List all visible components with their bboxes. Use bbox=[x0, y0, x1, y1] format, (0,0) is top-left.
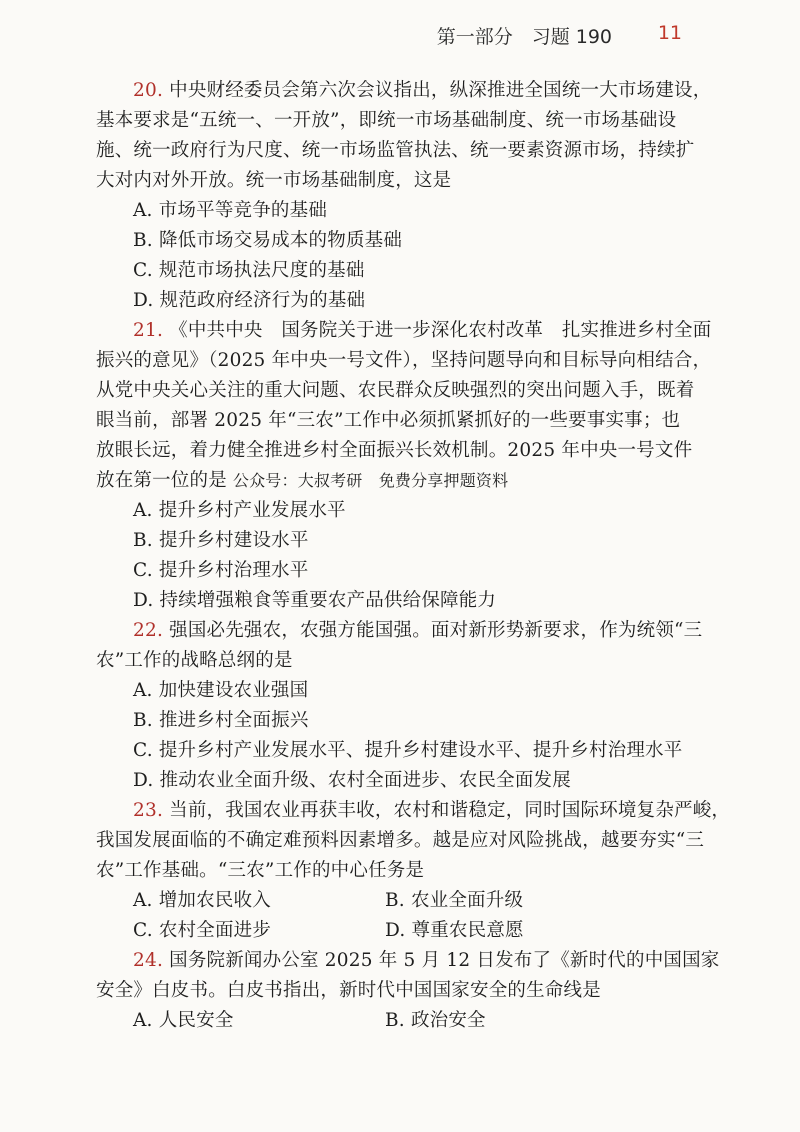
page-number: 11 bbox=[657, 22, 682, 44]
question-stem-line: 放在第一位的是 公众号：大叔考研 免费分享押题资料 bbox=[96, 470, 509, 491]
question-stem-line: 放眼长远，着力健全推进乡村全面振兴长效机制。2025 年中央一号文件 bbox=[96, 440, 693, 461]
question-stem-line: 眼当前，部署 2025 年“三农”工作中必须抓紧抓好的一些要事实事；也 bbox=[96, 410, 681, 431]
option-c: C. 提升乡村治理水平 bbox=[133, 560, 309, 581]
option-row bbox=[96, 1006, 696, 1036]
question-stem-line: 施、统一政府行为尺度、统一市场监管执法、统一要素资源市场，持续扩 bbox=[96, 140, 695, 161]
option-b: B. 政治安全 bbox=[385, 1010, 486, 1031]
question-stem-line: 农”工作的战略总纲的是 bbox=[96, 650, 293, 671]
page-header bbox=[0, 18, 800, 52]
option-a: A. 人民安全 bbox=[133, 1010, 234, 1031]
option-c: C. 规范市场执法尺度的基础 bbox=[133, 260, 365, 281]
option-row bbox=[96, 886, 696, 916]
question-stem-line: 我国发展面临的不确定难预料因素增多。越是应对风险挑战，越要夯实“三 bbox=[96, 830, 705, 851]
question-stem-line: 大对内对外开放。统一市场基础制度，这是 bbox=[96, 170, 452, 191]
option-b: B. 农业全面升级 bbox=[385, 890, 524, 911]
option-a: A. 增加农民收入 bbox=[133, 890, 271, 911]
option-b: B. 提升乡村建设水平 bbox=[133, 530, 309, 551]
header-title: 第一部分 习题 190 bbox=[436, 26, 612, 48]
option-b: B. 降低市场交易成本的物质基础 bbox=[133, 230, 403, 251]
option-row bbox=[96, 916, 696, 946]
question-number: 22. bbox=[133, 620, 164, 641]
question-stem-line: 安全》白皮书。白皮书指出，新时代中国国家安全的生命线是 bbox=[96, 980, 601, 1001]
question-stem-line: 振兴的意见》（2025 年中央一号文件），坚持问题导向和目标导向相结合， bbox=[96, 350, 712, 371]
watermark-text: 公众号：大叔考研 免费分享押题资料 bbox=[232, 471, 509, 490]
question-22 bbox=[96, 616, 703, 796]
question-20 bbox=[96, 76, 712, 316]
question-stem-line: 22. 强国必先强农，农强方能国强。面对新形势新要求，作为统领“三 bbox=[133, 620, 703, 641]
question-list bbox=[96, 76, 731, 1036]
question-number: 21. bbox=[133, 320, 164, 341]
question-stem-line: 从党中央关心关注的重大问题、农民群众反映强烈的突出问题入手，既着 bbox=[96, 380, 695, 401]
question-stem-line: 21. 《中共中央 国务院关于进一步深化农村改革 扎实推进乡村全面 bbox=[133, 320, 712, 341]
option-a: A. 加快建设农业强国 bbox=[133, 680, 309, 701]
question-stem-line: 基本要求是“五统一、一开放”，即统一市场基础制度、统一市场基础设 bbox=[96, 110, 677, 131]
option-b: B. 推进乡村全面振兴 bbox=[133, 710, 309, 731]
question-23 bbox=[96, 796, 731, 946]
question-number: 20. bbox=[133, 80, 164, 101]
question-number: 24. bbox=[133, 950, 164, 971]
option-d: D. 推动农业全面升级、农村全面进步、农民全面发展 bbox=[133, 770, 571, 791]
question-stem-line: 24. 国务院新闻办公室 2025 年 5 月 12 日发布了《新时代的中国国家 bbox=[133, 950, 720, 971]
question-stem-line: 20. 中央财经委员会第六次会议指出，纵深推进全国统一大市场建设， bbox=[133, 80, 712, 101]
option-c: C. 提升乡村产业发展水平、提升乡村建设水平、提升乡村治理水平 bbox=[133, 740, 683, 761]
option-a: A. 提升乡村产业发展水平 bbox=[133, 500, 346, 521]
question-21 bbox=[96, 316, 712, 616]
option-a: A. 市场平等竞争的基础 bbox=[133, 200, 328, 221]
option-d: D. 持续增强粮食等重要农产品供给保障能力 bbox=[133, 590, 497, 611]
option-c: C. 农村全面进步 bbox=[133, 920, 272, 941]
question-24 bbox=[96, 946, 720, 1036]
option-d: D. 规范政府经济行为的基础 bbox=[133, 290, 366, 311]
option-d: D. 尊重农民意愿 bbox=[385, 920, 524, 941]
question-stem-line: 23. 当前，我国农业再获丰收，农村和谐稳定，同时国际环境复杂严峻， bbox=[133, 800, 731, 821]
question-stem-line: 农”工作基础。“三农”工作的中心任务是 bbox=[96, 860, 425, 881]
question-number: 23. bbox=[133, 800, 164, 821]
